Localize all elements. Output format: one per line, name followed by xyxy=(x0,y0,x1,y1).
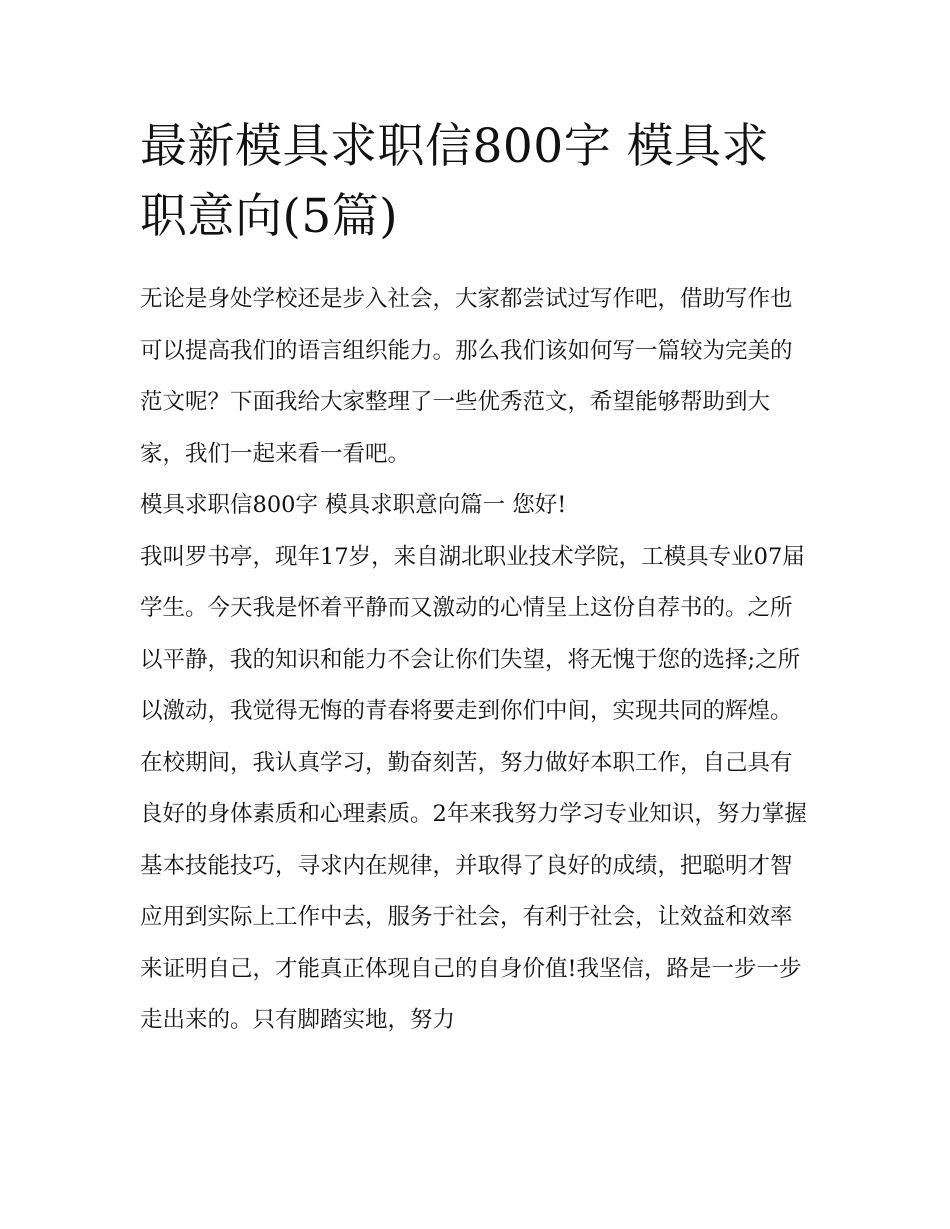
document-body xyxy=(140,274,812,1047)
paragraph-school-period: 在校期间，我认真学习，勤奋刻苦，努力做好本职工作，自己具有良好的身体素质和心理素质。2年来我努力学习专业知识，努力掌握基本技能技巧，寻求内在规律，并取得了良好的成绩，把聪明才智应用到实际上工作中去，服务于社会，有利于社会，让效益和效率来证明自己，才能真正体现自己的自身价值!我坚信，路是一步一步走出来的。只有脚踏实地，努力 xyxy=(140,749,807,1033)
paragraph-intro: 无论是身处学校还是步入社会，大家都尝试过写作吧，借助写作也可以提高我们的语言组织能力。那么我们该如何写一篇较为完美的范文呢？下面我给大家整理了一些优秀范文，希望能够帮助到大家，我们一起来看一看吧。 xyxy=(140,286,793,467)
paragraph-self-intro: 我叫罗书亭，现年17岁，来自湖北职业技术学院，工模具专业07届学生。今天我是怀着平静而又激动的心情呈上这份自荐书的。之所以平静，我的知识和能力不会让你们失望，将无愧于您的选择;之所以激动，我觉得无悔的青春将要走到你们中间，实现共同的辉煌。 xyxy=(140,543,805,724)
document-page xyxy=(140,112,812,1047)
document-title: 最新模具求职信800字 模具求职意向(5篇) xyxy=(140,119,770,244)
paragraph-heading-1: 模具求职信800字 模具求职意向篇一 您好! xyxy=(140,492,567,518)
